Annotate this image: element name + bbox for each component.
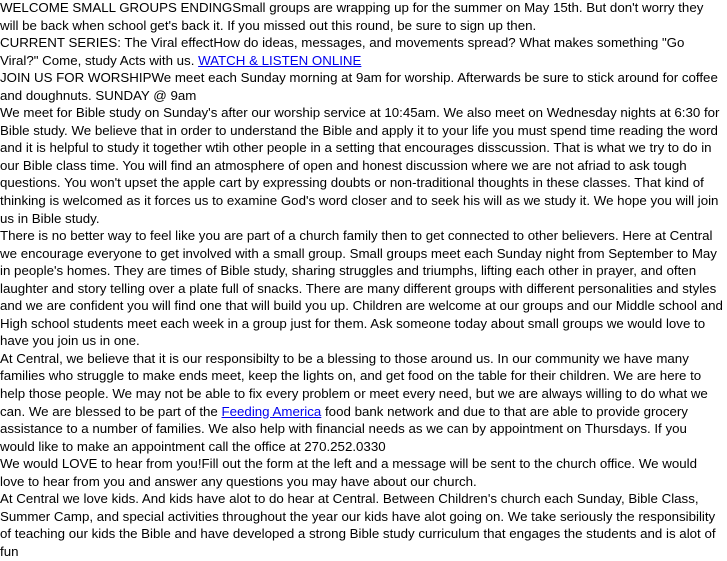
outreach-paragraph [0,350,723,455]
watch-listen-online-link[interactable]: WATCH & LISTEN ONLINE [198,52,362,68]
worship-section [0,69,723,104]
current-series-text: How do ideas, messages, and movements spread? What makes something "Go Viral?" Come, study Acts with us. [0,35,685,68]
welcome-section [0,0,723,34]
worship-heading: JOIN US FOR WORSHIP [0,70,152,86]
contact-paragraph: We would LOVE to hear from you!Fill out the form at the left and a message will be sent to the church office. We would love to hear from you and answer any questions you may have about our church. [0,456,697,489]
outreach-text-after: food bank network and due to that are able to provide grocery assistance to a number of families. We also help with financial needs as we can by appointment on Thursdays. If you would like to make an appointment call the office at 270.252.0330 [0,403,688,454]
current-series-heading: CURRENT SERIES: The Viral effect [0,35,214,51]
bible-study-paragraph: We meet for Bible study on Sunday's after our worship service at 10:45am. We also meet on Wednesday nights at 6:30 for Bible study. We believe that in order to understand the Bible and apply it to your life you must spend time reading the word and it is helpful to study it together wtih other people in a setting that encourages disscussion. That is what we try to do in our Bible class time. You will find an atmosphere of open and honest discussion where we are not afriad to ask tough questions. You won't upset the apple cart by expressing doubts or non-traditional thoughts in these classes. That kind of thinking is welcomed as it forces us to examine God's word closer and to seek his will as we study it. We hope you will join us in Bible study. [0,105,720,226]
worship-text: We meet each Sunday morning at 9am for worship. Afterwards be sure to stick around for coffee and doughnuts. SUNDAY @ 9am [0,70,718,103]
outreach-text-before: At Central, we believe that it is our responsibilty to be a blessing to those around us. In our community we have many families who struggle to make ends meet, keep the lights on, and get food on the table for their children. We are here to help those people. We may not be able to fix every problem or meet every need, but we are always willing to do what we can. We are blessed to be part of the [0,350,708,419]
current-series-section [0,34,723,69]
feeding-america-link[interactable]: Feeding America [221,403,322,419]
welcome-heading: WELCOME SMALL GROUPS ENDING [0,0,233,15]
small-groups-paragraph: There is no better way to feel like you are part of a church family then to get connected to other believers. Here at Central we encourage everyone to get involved with a small group. Small groups meet each Sunday night from September to May in people's homes. They are times of Bible study, sharing struggles and triumphs, lifting each other in prayer, and often laughter and story telling over a plate full of snacks. There are many different groups with different personalities and styles and we are confident you will find one that will build you up. Children are welcome at our groups and our Middle school and High school students meet each week in a group just for them. Ask someone today about small groups we would love to have you join us in one. [0,228,723,349]
kids-paragraph: At Central we love kids. And kids have alot to do hear at Central. Between Children's church each Sunday, Bible Class, Summer Camp, and special activities throughout the year our kids have alot going on. We take seriously the responsibility of teaching our kids the Bible and have developed a strong Bible study curriculum that engages the students and is alot of fun [0,491,716,559]
welcome-text: Small groups are wrapping up for the summer on May 15th. But don't worry they will be back when school get's back it. If you missed out this round, be sure to sign up then. [0,0,704,33]
